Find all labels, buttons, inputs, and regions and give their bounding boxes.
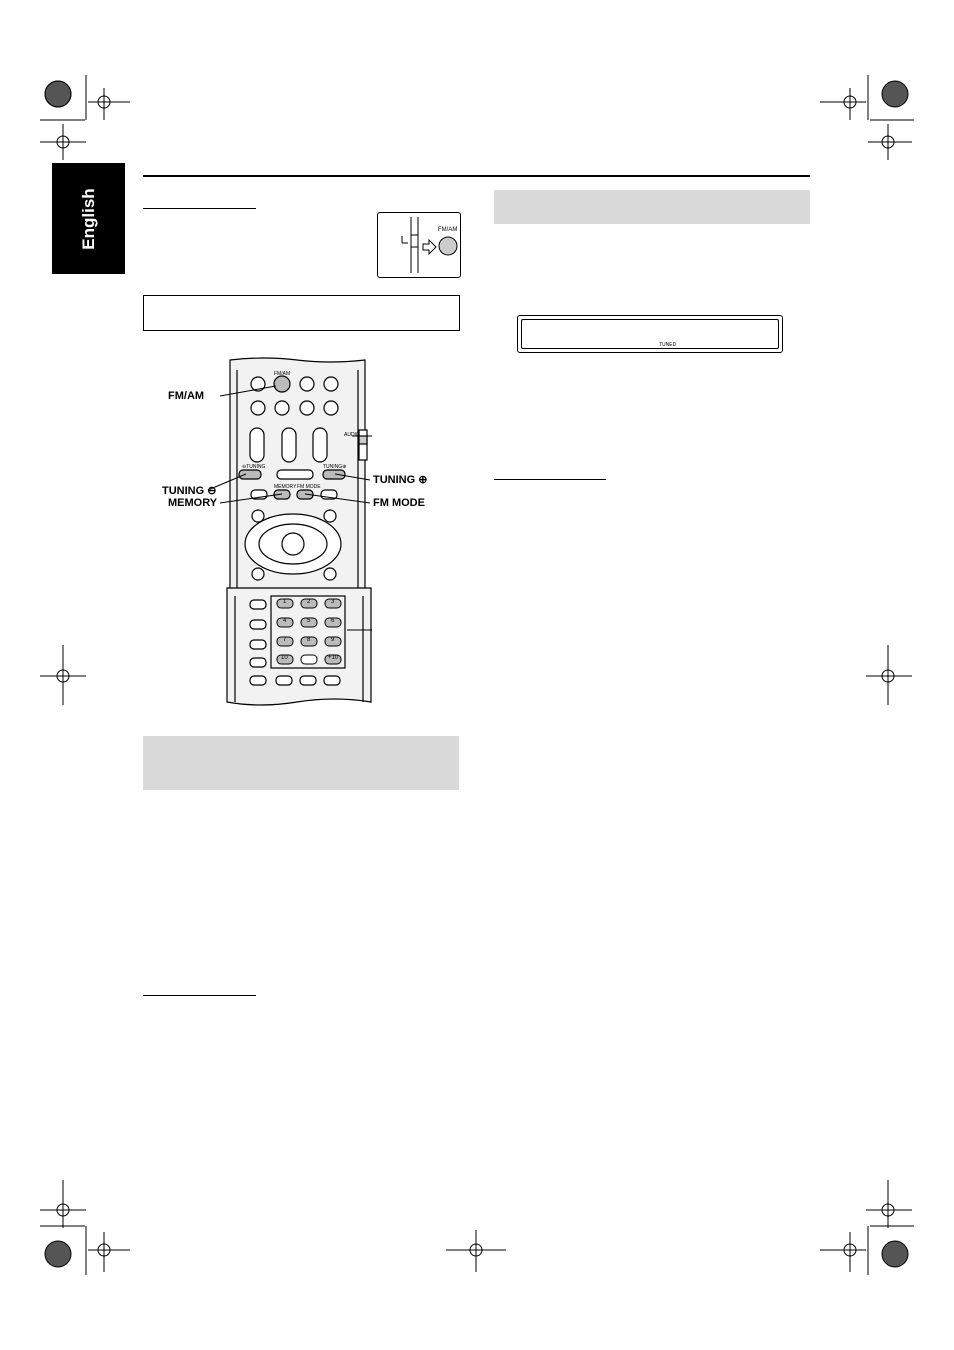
remote-fm-mode-label: FM MODE [297, 484, 321, 490]
key-3: 3 [331, 599, 335, 605]
callout-fm-mode: FM MODE [373, 497, 425, 509]
key-7: 7 [283, 637, 287, 643]
right-section-heading-box [494, 190, 810, 224]
callout-memory: MEMORY [168, 497, 218, 509]
left-lower-underline [143, 995, 256, 996]
inset-fm-am-label: FM/AM [438, 227, 458, 233]
language-tab-label: English [78, 187, 98, 250]
remote-memory-label: MEMORY [274, 484, 297, 490]
key-5: 5 [307, 618, 311, 624]
right-heading-underline [494, 479, 606, 480]
key-6: 6 [331, 618, 335, 624]
remote-tuning-minus-label: ⊖TUNING [242, 464, 266, 470]
callout-fm-am: FM/AM [168, 390, 205, 402]
remote-audio-label: AUDIO [344, 432, 360, 438]
key-9: 9 [331, 637, 335, 643]
key-plus10: +10 [328, 655, 339, 661]
key-10: 10 [281, 655, 288, 661]
callout-tuning-plus: TUNING ⊕ [373, 474, 428, 486]
callout-tuning-minus: TUNING ⊖ [162, 485, 217, 497]
remote-fm-am-label: FM/AM [274, 371, 291, 377]
key-2: 2 [307, 599, 311, 605]
key-4: 4 [283, 618, 287, 624]
display-tuned-indicator: TUNED [659, 342, 677, 348]
display-panel [517, 315, 783, 353]
left-section-heading-box [143, 736, 459, 790]
remote-tuning-plus-label: TUNING⊕ [323, 464, 347, 470]
key-8: 8 [307, 637, 311, 643]
key-1: 1 [283, 599, 287, 605]
